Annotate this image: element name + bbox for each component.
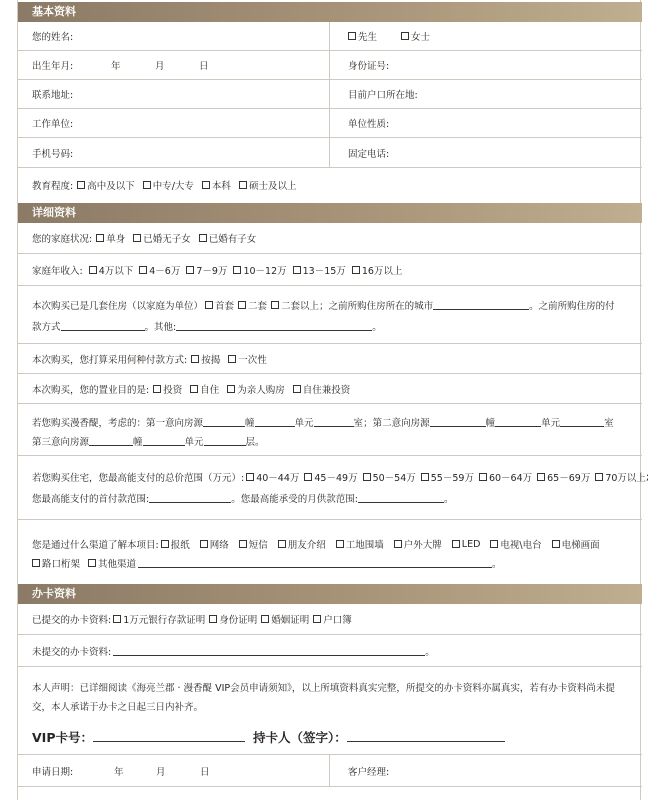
channel-option[interactable]: LED [452, 539, 481, 550]
channel-option[interactable]: 电梯画面 [552, 537, 600, 551]
row-payment [18, 344, 642, 374]
phone-label: 固定电话: [348, 148, 390, 160]
budget-option[interactable]: 45－49万 [304, 470, 357, 484]
row-work [18, 109, 642, 138]
family-option[interactable]: 已婚有子女 [199, 231, 257, 245]
pref-third-unit-field[interactable] [143, 436, 185, 446]
row-income [18, 254, 642, 286]
birth-year: 年 [111, 61, 121, 72]
family-option[interactable]: 单身 [96, 231, 125, 245]
house-option[interactable]: 二套以上 [271, 298, 319, 312]
budget-option[interactable]: 50－54万 [363, 470, 416, 484]
submitted-option[interactable]: 婚姻证明 [261, 612, 309, 626]
pref-third-label: 第三意向房源 [32, 437, 90, 448]
row-birth [18, 51, 642, 80]
row-preference: 若您购买漫香醍，考虑的：第一意向房源 幢 单元 室 ；第二意向房源 幢 单元 室 第三意向房源 幢 单元 层。 [18, 404, 642, 456]
apply-day: 日 [200, 766, 210, 778]
budget-option[interactable]: 40－44万 [246, 470, 299, 484]
apply-month: 月 [156, 766, 166, 778]
income-label: 家庭年收入: [32, 265, 83, 277]
edu-label: 教育程度: [32, 180, 74, 192]
vip-card-field[interactable] [93, 732, 245, 742]
manager-label: 客户经理: [348, 766, 390, 778]
channel-option[interactable]: 路口桁架 [32, 556, 80, 570]
pref-first-unit-field[interactable] [255, 417, 295, 427]
vip-application-form [17, 0, 650, 800]
pref-third-building-field[interactable] [89, 436, 133, 446]
house-payment-label: 款方式 [32, 322, 61, 333]
house-option[interactable]: 首套 [205, 298, 234, 312]
pref-first-label: 若您购买漫香醍，考虑的：第一意向房源 [32, 418, 204, 429]
purpose-label: 本次购买，您的置业目的是: [32, 384, 150, 396]
income-option[interactable]: 4－6万 [139, 263, 180, 277]
cardholder-signature-field[interactable] [347, 732, 505, 742]
unsubmitted-label: 未提交的办卡资料: [32, 646, 112, 658]
channel-option[interactable]: 报纸 [161, 537, 190, 551]
house-other-field[interactable] [176, 321, 372, 331]
row-address [18, 80, 642, 109]
edu-option[interactable]: 本科 [202, 178, 231, 192]
work-label: 工作单位: [32, 119, 74, 130]
apply-year: 年 [114, 766, 124, 778]
channel-option[interactable]: 工地围墙 [336, 537, 384, 551]
statement-line-2: 交，本人承诺于办卡之日起三日内补齐。 [32, 702, 204, 713]
name-label: 您的姓名: [32, 32, 74, 43]
mr-checkbox[interactable]: 先生 [348, 29, 377, 43]
cardholder-label: 持卡人（签字）： [253, 729, 347, 745]
row-house-count: 本次购买已是几套住房（以家庭为单位） 首套 二套 二套以上 ；之前所购住房所在的城市 。之前所购住房的付 款方式 。其他: 。 [18, 286, 642, 344]
monthly-payment-label: 。您最高能承受的月供款范围: [231, 494, 358, 505]
family-option[interactable]: 已婚无子女 [133, 231, 191, 245]
mobile-label: 手机号码: [32, 148, 74, 160]
birth-day: 日 [199, 61, 209, 72]
row-education [18, 168, 642, 201]
edu-option[interactable]: 高中及以下 [77, 178, 135, 192]
submitted-option[interactable]: 身份证明 [209, 612, 257, 626]
payment-option[interactable]: 一次性 [228, 352, 267, 366]
pref-third-floor-field[interactable] [204, 436, 246, 446]
section-basic-header: 基本资料 [18, 2, 642, 22]
pref-second-room-field[interactable] [560, 417, 604, 427]
house-city-label: ；之前所购住房所在的城市 [319, 301, 434, 312]
house-question: 本次购买已是几套住房（以家庭为单位） [32, 301, 204, 312]
pref-first-building-field[interactable] [203, 417, 245, 427]
channel-option[interactable]: 电视\电台 [490, 537, 541, 551]
income-option[interactable]: 7－9万 [186, 263, 227, 277]
submitted-label: 已提交的办卡资料: [32, 615, 112, 626]
row-family [18, 223, 642, 254]
edu-option[interactable]: 硕士及以上 [239, 178, 297, 192]
purpose-option[interactable]: 为亲人购房 [227, 382, 285, 396]
house-other-label: 。其他: [144, 322, 177, 333]
channel-option[interactable]: 网络 [200, 537, 229, 551]
row-purpose [18, 374, 642, 404]
purpose-option[interactable]: 自住 [190, 382, 219, 396]
pref-first-room-field[interactable] [314, 417, 354, 427]
statement-line-1: 本人声明：已详细阅读《海亮兰郡 · 漫香醍 VIP会员申请须知》，以上所填资料真实完整，所提交的办卡资料亦属真实，若有办卡资料尚未提 [32, 683, 615, 694]
row-unsubmitted: 未提交的办卡资料: 。 [18, 635, 642, 667]
row-statement [18, 667, 642, 719]
row-budget: 若您购买住宅，您最高能支付的总价范围（万元）: 40－44万 45－49万 50－54万 55－59万 60－64万 65－69万 70万以上 ; 您最高能支付的首付款范围: 。您最高能承受的月供款范围: 。 [18, 456, 642, 520]
payment-option[interactable]: 按揭 [191, 352, 220, 366]
birth-month: 月 [155, 61, 165, 72]
monthly-payment-field[interactable] [358, 493, 444, 503]
income-option[interactable]: 13－15万 [293, 263, 346, 277]
purpose-option[interactable]: 自住兼投资 [293, 382, 351, 396]
budget-label: 若您购买住宅，您最高能支付的总价范围（万元）: [32, 473, 245, 484]
pref-second-building-field[interactable] [430, 417, 486, 427]
budget-option[interactable]: 60－64万 [479, 470, 532, 484]
income-option[interactable]: 10－12万 [233, 263, 286, 277]
channel-other-field[interactable] [138, 558, 492, 568]
house-option[interactable]: 二套 [238, 298, 267, 312]
channel-option[interactable]: 朋友介绍 [278, 537, 326, 551]
down-payment-label: 您最高能支付的首付款范围: [32, 494, 150, 505]
budget-option[interactable]: 65－69万 [537, 470, 590, 484]
pref-second-label: ；第二意向房源 [363, 418, 430, 429]
payment-label: 本次购买，您打算采用何种付款方式: [32, 354, 188, 366]
vip-card-label: VIP卡号： [32, 729, 93, 745]
income-option[interactable]: 16万以上 [352, 263, 403, 277]
down-payment-field[interactable] [149, 493, 231, 503]
edu-option[interactable]: 中专/大专 [143, 178, 194, 192]
row-phone [18, 138, 642, 168]
income-option[interactable]: 4万以下 [89, 263, 134, 277]
id-label: 身份证号: [348, 61, 390, 72]
row-submitted [18, 604, 642, 635]
family-label: 您的家庭状况: [32, 234, 93, 245]
channel-option[interactable]: 短信 [239, 537, 268, 551]
house-city-field[interactable] [433, 300, 529, 310]
address-label: 联系地址: [32, 90, 74, 101]
purpose-option[interactable]: 投资 [153, 382, 182, 396]
unit-nature-label: 单位性质: [348, 119, 390, 130]
row-vip [18, 719, 642, 755]
hukou-label: 目前户口所在地: [348, 90, 418, 101]
budget-option[interactable]: 55－59万 [421, 470, 474, 484]
channel-label: 您是通过什么渠道了解本项目: [32, 540, 159, 551]
submitted-option[interactable]: 户口簿 [313, 612, 352, 626]
submitted-option[interactable]: 1万元银行存款证明 [113, 612, 205, 626]
row-apply-date [18, 755, 642, 787]
section-card-header: 办卡资料 [18, 584, 642, 604]
section-detail-header: 详细资料 [18, 203, 642, 223]
channel-option[interactable]: 其他渠道 [88, 556, 136, 570]
house-payment-field[interactable] [61, 321, 145, 331]
unsubmitted-field[interactable] [113, 646, 425, 656]
birth-label: 出生年月: [32, 61, 74, 72]
row-name [18, 22, 642, 51]
row-channel: 您是通过什么渠道了解本项目: 报纸 网络 短信 朋友介绍 工地围墙 户外大牌 LED 电视\电台 电梯画面 路口桁架 其他渠道 。 [32, 538, 600, 570]
ms-checkbox[interactable]: 女士 [401, 29, 430, 43]
channel-option[interactable]: 户外大牌 [394, 537, 442, 551]
pref-second-unit-field[interactable] [495, 417, 541, 427]
house-payment-prefix: 。之前所购住房的付 [529, 301, 615, 312]
budget-option[interactable]: 70万以上 [595, 470, 646, 484]
apply-date-label: 申请日期: [32, 766, 74, 778]
